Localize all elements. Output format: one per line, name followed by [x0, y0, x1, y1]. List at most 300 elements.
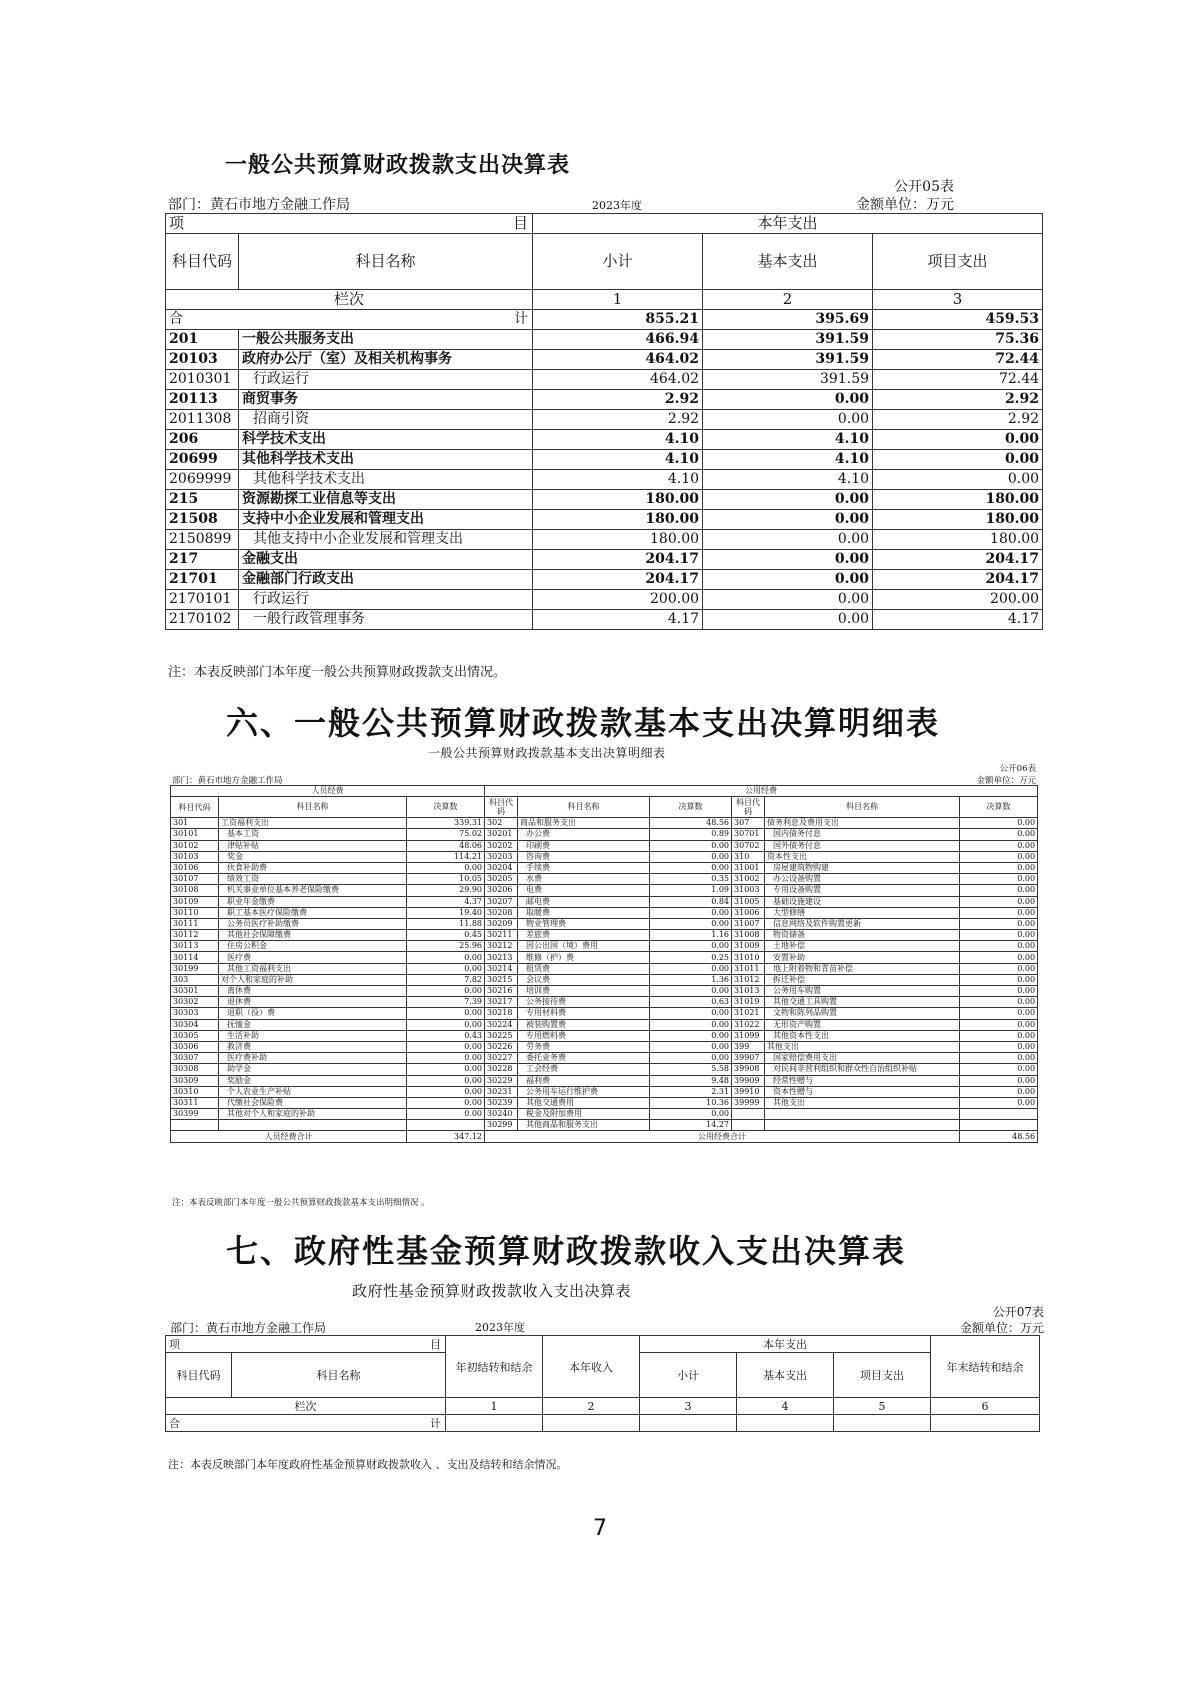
t6-c-code: 31022 — [732, 1019, 765, 1030]
t6-c-amount: 0.00 — [960, 1075, 1038, 1086]
t6-g-code: 30227 — [485, 1053, 518, 1064]
t6-c-name: 拆迁补偿 — [765, 974, 960, 985]
t6-c-amount: 0.00 — [960, 851, 1038, 862]
t6-g-name: 被装购置费 — [518, 1019, 650, 1030]
t6-p-name: 基本工资 — [219, 829, 407, 840]
t6-c-code: 39999 — [732, 1097, 765, 1108]
t6-row — [171, 1075, 1038, 1086]
t6-p-amount: 19.40 — [407, 907, 485, 918]
t5-col3: 3 — [873, 290, 1043, 310]
t6-c-amount: 0.00 — [960, 1064, 1038, 1075]
t6-row — [171, 885, 1038, 896]
t5-unit: 金额单位：万元 — [856, 197, 954, 213]
t5-row-name: 一般公共服务支出 — [239, 330, 533, 350]
t6-c-amount: 0.00 — [960, 1019, 1038, 1030]
t6-g-name: 福利费 — [518, 1075, 650, 1086]
t6-c-code: 31019 — [732, 997, 765, 1008]
t7-title: 政府性基金预算财政拨款收入支出决算表 — [352, 1282, 632, 1300]
t5-total-v3: 459.53 — [873, 310, 1043, 330]
t5-row-basic: 0.00 — [703, 510, 873, 530]
t6-p-amount: 0.00 — [407, 1097, 485, 1108]
t6-g-name: 其他交通费用 — [518, 1097, 650, 1108]
t6-g-name: 物业管理费 — [518, 918, 650, 929]
t6-p-code: 30303 — [171, 1008, 219, 1019]
t6-c-name: 经常性赠与 — [765, 1075, 960, 1086]
t6-g-amount: 0.00 — [650, 1053, 732, 1064]
t5-row-basic: 391.59 — [703, 330, 873, 350]
t5-row-name: 金融支出 — [239, 550, 533, 570]
t5-row-project: 72.44 — [873, 350, 1043, 370]
t6-table — [170, 785, 1038, 1143]
t6-row — [171, 952, 1038, 963]
t7-total-cell — [931, 1415, 1040, 1432]
t6-p-amount: 48.06 — [407, 840, 485, 851]
t7-h-begin: 年初结转和结余 — [446, 1336, 543, 1398]
t6-c-name: 其他支出 — [765, 1041, 960, 1052]
t6-p-amount: 0.00 — [407, 1053, 485, 1064]
t6-c-code: 31001 — [732, 862, 765, 873]
t5-row — [166, 450, 1043, 470]
t6-c-name — [765, 1120, 960, 1131]
t5-row-code: 217 — [166, 550, 239, 570]
t5-row-name: 金融部门行政支出 — [239, 570, 533, 590]
t6-p-code: 30311 — [171, 1097, 219, 1108]
t6-c-code: 31021 — [732, 1008, 765, 1019]
t6-g-amount: 0.00 — [650, 1019, 732, 1030]
t6-g-amount: 0.00 — [650, 1109, 732, 1120]
t6-g-amount: 5.58 — [650, 1064, 732, 1075]
t6-g-name: 手续费 — [518, 862, 650, 873]
t6-c-code: 31007 — [732, 918, 765, 929]
t5-row-subtotal: 2.92 — [533, 410, 703, 430]
t5-row-basic: 0.00 — [703, 550, 873, 570]
t6-c-code: 31002 — [732, 874, 765, 885]
t6-c-name: 对民间非营利组织和群众性自治组织补贴 — [765, 1064, 960, 1075]
t6-row — [171, 829, 1038, 840]
t5-h-code: 科目代码 — [166, 234, 239, 290]
t6-p-code: 30302 — [171, 997, 219, 1008]
t6-g-amount: 0.00 — [650, 907, 732, 918]
t6-c-name: 债务利息及费用支出 — [765, 818, 960, 829]
t6-p-name: 工资福利支出 — [219, 818, 407, 829]
t6-row — [171, 851, 1038, 862]
t6-c-amount: 0.00 — [960, 874, 1038, 885]
t6-g-name: 公务用车运行维护费 — [518, 1086, 650, 1097]
t6-row — [171, 1097, 1038, 1108]
t5-row-subtotal: 4.10 — [533, 430, 703, 450]
t7-total-cell — [543, 1415, 640, 1432]
t7-total-label — [166, 1415, 446, 1432]
t5-row-project: 2.92 — [873, 390, 1043, 410]
t5-row-code: 20103 — [166, 350, 239, 370]
t5-row — [166, 390, 1043, 410]
t7-col5: 5 — [834, 1398, 931, 1415]
t6-row — [171, 1030, 1038, 1041]
t6-g-amount: 10.36 — [650, 1097, 732, 1108]
t6-row — [171, 1086, 1038, 1097]
t5-row — [166, 510, 1043, 530]
t5-row-name: 行政运行 — [239, 590, 533, 610]
t6-c-name: 信息网络及软件购置更新 — [765, 918, 960, 929]
t6-row — [171, 1053, 1038, 1064]
t6-p-name: 伙食补助费 — [219, 862, 407, 873]
t5-row — [166, 610, 1043, 630]
t6-g-name: 印刷费 — [518, 840, 650, 851]
t6-g-code: 30204 — [485, 862, 518, 873]
t6-c-name: 国家赔偿费用支出 — [765, 1053, 960, 1064]
page-number: 7 — [593, 1516, 607, 1541]
t5-row-name: 其他支持中小企业发展和管理支出 — [239, 530, 533, 550]
t6-p-name: 个人农业生产补贴 — [219, 1086, 407, 1097]
t5-total-b: 计 — [514, 311, 529, 327]
t5-row-subtotal: 204.17 — [533, 550, 703, 570]
t6-g-name: 专用燃料费 — [518, 1030, 650, 1041]
t5-row-basic: 391.59 — [703, 350, 873, 370]
t6-c-code: 31012 — [732, 974, 765, 985]
t5-row-code: 21508 — [166, 510, 239, 530]
t6-code: 公开06表 — [999, 764, 1036, 774]
t5-row-project: 204.17 — [873, 550, 1043, 570]
t5-row-project: 2.92 — [873, 410, 1043, 430]
t6-c-code: 31009 — [732, 941, 765, 952]
t6-p-amount: 0.00 — [407, 1019, 485, 1030]
t6-c-name: 办公设备购置 — [765, 874, 960, 885]
t5-h-mu: 目 — [513, 214, 529, 232]
t6-g-name: 税金及附加费用 — [518, 1109, 650, 1120]
t6-h-public: 公用经费 — [485, 786, 1038, 797]
t6-g-code: 30213 — [485, 952, 518, 963]
t6-g-code: 30201 — [485, 829, 518, 840]
t5-row-project: 200.00 — [873, 590, 1043, 610]
t6-p-code: 30111 — [171, 918, 219, 929]
t5-row-basic: 4.10 — [703, 450, 873, 470]
t6-c-amount: 0.00 — [960, 1030, 1038, 1041]
t6-p-code: 30310 — [171, 1086, 219, 1097]
t7-header-item — [166, 1336, 446, 1353]
t5-row-subtotal: 466.94 — [533, 330, 703, 350]
t6-p-name: 奖金 — [219, 851, 407, 862]
t5-row-code: 21701 — [166, 570, 239, 590]
t6-g-code: 302 — [485, 818, 518, 829]
t5-row-code: 2170102 — [166, 610, 239, 630]
t6-c-name: 土地补偿 — [765, 941, 960, 952]
t6-g-amount: 0.00 — [650, 862, 732, 873]
t5-lanci: 栏次 — [166, 290, 533, 310]
t6-g-amount: 0.00 — [650, 1030, 732, 1041]
t6-c-code: 31003 — [732, 885, 765, 896]
t6-p-code: 30307 — [171, 1053, 219, 1064]
t6-p-code — [171, 1120, 219, 1131]
t5-row-project: 204.17 — [873, 570, 1043, 590]
t6-g-code: 30229 — [485, 1075, 518, 1086]
t6-g-code: 30209 — [485, 918, 518, 929]
t6-section-heading: 六、一般公共预算财政拨款基本支出决算明细表 — [226, 704, 941, 742]
t6-h-name-2: 科目名称 — [518, 797, 650, 818]
t6-p-name: 公务员医疗补助缴费 — [219, 918, 407, 929]
t6-p-amount: 4.37 — [407, 896, 485, 907]
t6-g-code: 30216 — [485, 986, 518, 997]
t6-p-amount: 0.00 — [407, 952, 485, 963]
t6-dept: 部门：黄石市地方金融工作局 — [172, 776, 283, 786]
t6-c-name: 地上附着物和青苗补偿 — [765, 963, 960, 974]
t6-g-amount: 48.56 — [650, 818, 732, 829]
t5-row-name: 资源勘探工业信息等支出 — [239, 490, 533, 510]
t5-row-code: 215 — [166, 490, 239, 510]
t6-g-name: 维修（护）费 — [518, 952, 650, 963]
t5-total-label — [166, 310, 533, 330]
t6-p-name: 生活补助 — [219, 1030, 407, 1041]
t6-g-amount: 0.00 — [650, 1008, 732, 1019]
t6-p-name: 其他对个人和家庭的补助 — [219, 1109, 407, 1120]
t6-g-code: 30208 — [485, 907, 518, 918]
t5-row-basic: 0.00 — [703, 530, 873, 550]
t6-c-name: 公务用车购置 — [765, 986, 960, 997]
t6-p-code: 30113 — [171, 941, 219, 952]
t7-section-heading: 七、政府性基金预算财政拨款收入支出决算表 — [226, 1232, 907, 1270]
t6-g-amount: 0.00 — [650, 986, 732, 997]
t6-c-amount: 0.00 — [960, 952, 1038, 963]
t6-g-name: 专用材料费 — [518, 1008, 650, 1019]
t7-col2: 2 — [543, 1398, 640, 1415]
t6-p-amount: 75.02 — [407, 829, 485, 840]
t7-total-cell — [834, 1415, 931, 1432]
t6-g-name: 办公费 — [518, 829, 650, 840]
t5-row-project: 0.00 — [873, 430, 1043, 450]
t5-row-code: 20113 — [166, 390, 239, 410]
t5-col2: 2 — [703, 290, 873, 310]
t6-g-name: 公务接待费 — [518, 997, 650, 1008]
t5-row-project: 0.00 — [873, 470, 1043, 490]
t6-h-amount-2: 决算数 — [650, 797, 732, 818]
t5-row — [166, 330, 1043, 350]
t5-row — [166, 430, 1043, 450]
t6-g-name: 劳务费 — [518, 1041, 650, 1052]
t6-g-amount: 0.00 — [650, 963, 732, 974]
t6-c-code: 31006 — [732, 907, 765, 918]
t5-row-subtotal: 200.00 — [533, 590, 703, 610]
t6-row — [171, 874, 1038, 885]
t7-h-mu: 目 — [430, 1338, 441, 1351]
t6-personnel-total: 347.12 — [407, 1131, 485, 1142]
t6-g-amount: 0.00 — [650, 941, 732, 952]
t6-row — [171, 974, 1038, 985]
t7-h-project: 项目支出 — [834, 1353, 931, 1398]
t6-p-amount: 0.00 — [407, 1075, 485, 1086]
t5-dept: 部门：黄石市地方金融工作局 — [168, 197, 350, 213]
t5-row — [166, 470, 1043, 490]
t5-row-subtotal: 464.02 — [533, 350, 703, 370]
t6-c-amount: 0.00 — [960, 1041, 1038, 1052]
t7-col6: 6 — [931, 1398, 1040, 1415]
t6-c-name: 专用设备购置 — [765, 885, 960, 896]
t5-row-code: 2010301 — [166, 370, 239, 390]
t5-row-basic: 0.00 — [703, 410, 873, 430]
t5-row-project: 72.44 — [873, 370, 1043, 390]
t5-row-name: 支持中小企业发展和管理支出 — [239, 510, 533, 530]
t6-g-name: 租赁费 — [518, 963, 650, 974]
t6-g-code: 30226 — [485, 1041, 518, 1052]
t6-c-code — [732, 1109, 765, 1120]
t6-g-name: 商品和服务支出 — [518, 818, 650, 829]
t6-g-code: 30202 — [485, 840, 518, 851]
t6-g-name: 委托业务费 — [518, 1053, 650, 1064]
t6-p-amount — [407, 1120, 485, 1131]
t6-p-amount: 7.39 — [407, 997, 485, 1008]
t7-total-cell — [640, 1415, 737, 1432]
t6-p-amount: 0.00 — [407, 1064, 485, 1075]
t6-p-code: 30107 — [171, 874, 219, 885]
t6-p-name: 机关事业单位基本养老保险缴费 — [219, 885, 407, 896]
t6-row — [171, 918, 1038, 929]
t6-p-amount: 0.43 — [407, 1030, 485, 1041]
t6-c-code — [732, 1120, 765, 1131]
t6-p-amount: 0.45 — [407, 930, 485, 941]
t6-c-code: 31008 — [732, 930, 765, 941]
t6-g-code: 30211 — [485, 930, 518, 941]
t6-c-code: 31011 — [732, 963, 765, 974]
t6-p-code: 30110 — [171, 907, 219, 918]
t6-c-code: 31013 — [732, 986, 765, 997]
t6-p-name: 助学金 — [219, 1064, 407, 1075]
t6-p-amount: 25.96 — [407, 941, 485, 952]
t5-row-basic: 0.00 — [703, 490, 873, 510]
t6-p-amount: 0.00 — [407, 1109, 485, 1120]
t7-col3: 3 — [640, 1398, 737, 1415]
t6-g-amount: 0.84 — [650, 896, 732, 907]
t7-h-name: 科目名称 — [232, 1353, 446, 1398]
t6-p-code: 30399 — [171, 1109, 219, 1120]
t5-h-name: 科目名称 — [239, 234, 533, 290]
t6-c-amount: 0.00 — [960, 941, 1038, 952]
t6-row — [171, 896, 1038, 907]
t7-col1: 1 — [446, 1398, 543, 1415]
t5-row-name: 其他科学技术支出 — [239, 450, 533, 470]
t6-row — [171, 1008, 1038, 1019]
t7-total-cell — [446, 1415, 543, 1432]
t6-h-name-1: 科目名称 — [219, 797, 407, 818]
t5-row-code: 2150899 — [166, 530, 239, 550]
t6-c-name: 基础设施建设 — [765, 896, 960, 907]
t6-row — [171, 840, 1038, 851]
t5-row — [166, 550, 1043, 570]
t5-row-subtotal: 464.02 — [533, 370, 703, 390]
t6-g-code: 30228 — [485, 1064, 518, 1075]
t6-g-amount: 0.25 — [650, 952, 732, 963]
t6-row — [171, 1041, 1038, 1052]
t6-g-name: 取暖费 — [518, 907, 650, 918]
t6-g-code: 30206 — [485, 885, 518, 896]
t5-title: 一般公共预算财政拨款支出决算表 — [225, 153, 571, 178]
t5-row — [166, 490, 1043, 510]
t7-h-item: 项 — [169, 1338, 180, 1351]
t5-row — [166, 350, 1043, 370]
t6-row — [171, 1120, 1038, 1131]
t5-row-project: 75.36 — [873, 330, 1043, 350]
t6-g-amount: 0.00 — [650, 1041, 732, 1052]
t7-unit: 金额单位：万元 — [959, 1321, 1044, 1335]
t6-g-name: 邮电费 — [518, 896, 650, 907]
t6-p-code: 30199 — [171, 963, 219, 974]
t6-g-amount: 1.36 — [650, 974, 732, 985]
t5-row-name: 商贸事务 — [239, 390, 533, 410]
t5-row-code: 2170101 — [166, 590, 239, 610]
t5-row-subtotal: 180.00 — [533, 490, 703, 510]
t7-total-a: 合 — [169, 1417, 180, 1430]
t6-g-name: 电费 — [518, 885, 650, 896]
t5-header-current: 本年支出 — [533, 214, 1043, 234]
t7-h-current: 本年支出 — [640, 1336, 931, 1353]
t6-p-amount: 0.00 — [407, 1041, 485, 1052]
t6-p-name — [219, 1120, 407, 1131]
t6-g-code: 30225 — [485, 1030, 518, 1041]
t6-c-amount: 0.00 — [960, 918, 1038, 929]
t5-total-a: 合 — [169, 311, 183, 327]
t6-c-name: 无形资产购置 — [765, 1019, 960, 1030]
t6-row — [171, 986, 1038, 997]
t6-p-name: 救济费 — [219, 1041, 407, 1052]
t6-g-amount: 0.00 — [650, 851, 732, 862]
t6-g-code: 30212 — [485, 941, 518, 952]
t6-c-amount: 0.00 — [960, 818, 1038, 829]
t6-g-amount: 0.00 — [650, 840, 732, 851]
t5-row — [166, 410, 1043, 430]
t6-g-code: 30239 — [485, 1097, 518, 1108]
t6-g-amount: 0.00 — [650, 918, 732, 929]
t5-row — [166, 370, 1043, 390]
t6-p-name: 津贴补贴 — [219, 840, 407, 851]
t6-p-name: 绩效工资 — [219, 874, 407, 885]
t6-p-name: 抚恤金 — [219, 1019, 407, 1030]
t5-h-basic: 基本支出 — [703, 234, 873, 290]
t6-c-name: 其他资本性支出 — [765, 1030, 960, 1041]
t6-p-name: 住房公积金 — [219, 941, 407, 952]
t6-c-name: 国内债务付息 — [765, 829, 960, 840]
t6-g-name: 其他商品和服务支出 — [518, 1120, 650, 1131]
t6-g-code: 30205 — [485, 874, 518, 885]
t6-p-name: 医疗费 — [219, 952, 407, 963]
t5-row-code: 206 — [166, 430, 239, 450]
t6-h-amount-1: 决算数 — [407, 797, 485, 818]
t6-g-name: 咨询费 — [518, 851, 650, 862]
t5-h-subtotal: 小计 — [533, 234, 703, 290]
t5-row-basic: 0.00 — [703, 590, 873, 610]
t6-c-amount: 0.00 — [960, 1086, 1038, 1097]
t6-p-name: 离休费 — [219, 986, 407, 997]
t5-code: 公开05表 — [894, 179, 954, 195]
t5-row-name: 行政运行 — [239, 370, 533, 390]
t6-p-amount: 10.05 — [407, 874, 485, 885]
t6-c-code: 307 — [732, 818, 765, 829]
t6-p-name: 退休费 — [219, 997, 407, 1008]
t6-c-amount: 0.00 — [960, 885, 1038, 896]
t5-row-basic: 0.00 — [703, 570, 873, 590]
t6-c-amount: 0.00 — [960, 963, 1038, 974]
t5-row — [166, 570, 1043, 590]
t5-header-item — [166, 214, 533, 234]
t6-g-amount: 1.09 — [650, 885, 732, 896]
t5-row-subtotal: 2.92 — [533, 390, 703, 410]
t5-h-item: 项 — [169, 214, 185, 232]
t6-g-code: 30231 — [485, 1086, 518, 1097]
t6-p-amount: 11.88 — [407, 918, 485, 929]
t6-p-code: 30309 — [171, 1075, 219, 1086]
t6-p-name: 退职（役）费 — [219, 1008, 407, 1019]
t6-c-amount: 0.00 — [960, 907, 1038, 918]
t6-c-name — [765, 1109, 960, 1120]
t6-p-amount: 29.90 — [407, 885, 485, 896]
t5-row-name: 一般行政管理事务 — [239, 610, 533, 630]
t5-row-basic: 0.00 — [703, 610, 873, 630]
